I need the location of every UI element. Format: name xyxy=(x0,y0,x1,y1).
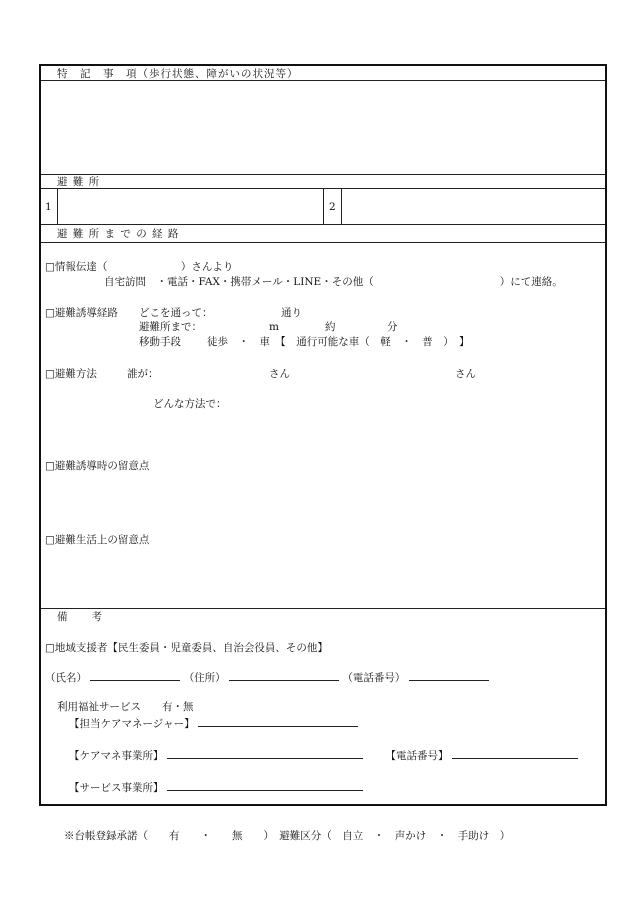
phone-field[interactable] xyxy=(409,669,489,681)
care-manager-field[interactable] xyxy=(198,715,358,727)
divider xyxy=(41,224,605,225)
shelter-2-field[interactable] xyxy=(342,189,607,223)
transport-options: 徒歩 ・ 車 【 通行可能な車（ 軽 ・ 普 ） 】 xyxy=(207,336,470,348)
remarks-header: 備 考 xyxy=(57,611,103,623)
info-transmission-line: □情報伝達（ ）さんより xyxy=(45,261,234,273)
san-label-1: さん xyxy=(269,368,290,380)
care-office-field[interactable] xyxy=(167,747,363,759)
care-office-row xyxy=(69,747,578,763)
divider xyxy=(41,608,605,609)
service-office-label: 【サービス事業所】 xyxy=(69,782,164,794)
route-header: 避 難 所 ま で の 経 路 xyxy=(57,228,180,240)
distance-label: 避難所まで： xyxy=(139,321,202,333)
evacuation-method-label: □避難方法 xyxy=(45,368,97,380)
registry-consent-line: ※台帳登録承諾（ 有 ・ 無 ） 避難区分（ 自立 ・ 声かけ ・ 手助け ） xyxy=(64,830,511,842)
who-label: 誰が： xyxy=(127,368,159,380)
divider xyxy=(41,242,605,243)
local-supporter-label: □地域支援者【民生委員・児童委員、自治会役員、その他】 xyxy=(45,642,328,654)
where-label: どこを通って： xyxy=(139,307,213,319)
special-notes-header: 特 記 事 項（歩行状態、障がいの状況等） xyxy=(57,68,299,80)
divider xyxy=(41,174,605,175)
distance-minutes-unit: 分 xyxy=(387,321,398,333)
service-office-field[interactable] xyxy=(167,779,363,791)
divider xyxy=(323,188,324,224)
distance-meters-unit: m xyxy=(269,321,279,333)
care-phone-field[interactable] xyxy=(452,747,578,759)
special-notes-field[interactable] xyxy=(41,81,605,174)
contact-method-line: 自宅訪問 ・電話・FAX・携帯メール・LINE・その他（ ）にて連絡。 xyxy=(104,276,563,288)
welfare-service-label: 利用福祉サービス 有・無 xyxy=(57,701,194,713)
phone-label: （電話番号） xyxy=(342,672,406,684)
shelter-1-field[interactable] xyxy=(58,189,322,223)
where-unit: 通り xyxy=(281,307,302,319)
care-manager-label: 【担当ケアマネージャー】 xyxy=(69,718,195,730)
distance-about: 約 xyxy=(325,321,336,333)
evacuation-form xyxy=(39,64,607,806)
care-office-label: 【ケアマネ事業所】 xyxy=(69,750,164,762)
care-phone-label: 【電話番号】 xyxy=(385,750,449,762)
san-label-2: さん xyxy=(455,368,476,380)
address-field[interactable] xyxy=(229,669,339,681)
shelter-number-1: 1 xyxy=(45,201,52,213)
name-field[interactable] xyxy=(90,669,180,681)
service-office-row xyxy=(69,779,363,795)
how-label: どんな方法で： xyxy=(153,398,227,410)
shelter-header: 避 難 所 xyxy=(57,176,101,188)
guide-caution-label: □避難誘導時の留意点 xyxy=(45,460,150,472)
guide-route-label: □避難誘導経路 xyxy=(45,307,118,319)
shelter-number-2: 2 xyxy=(329,201,336,213)
name-label: （氏名） xyxy=(45,672,87,684)
address-label: （住所） xyxy=(183,672,226,684)
life-caution-label: □避難生活上の留意点 xyxy=(45,534,150,546)
supporter-name-row xyxy=(45,669,489,685)
care-manager-row xyxy=(69,715,358,731)
transport-label: 移動手段 xyxy=(139,336,181,348)
